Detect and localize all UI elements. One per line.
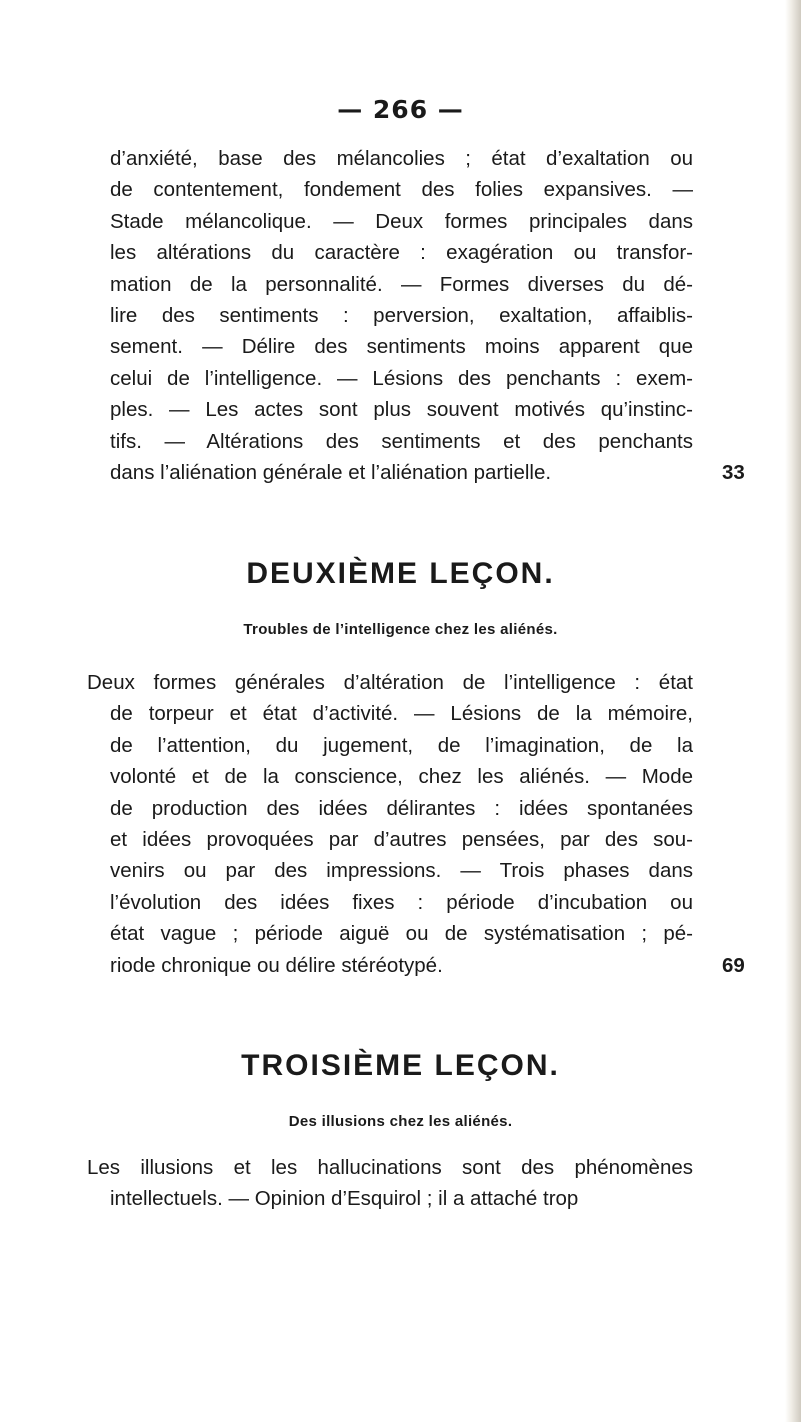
lesson-3-paragraph	[87, 1152, 693, 1215]
lesson-2-paragraph	[87, 667, 693, 981]
text-line: sement. — Délire des sentiments moins apparent que	[110, 335, 693, 359]
text-line: l’évolution des idées fixes : période d’incubation ou	[110, 890, 693, 914]
page-number: — 266 —	[337, 95, 464, 124]
text-line: de torpeur et état d’activité. — Lésions de la mémoire,	[110, 702, 693, 726]
text-line: de contentement, fondement des folies expansives. —	[110, 178, 693, 202]
lesson-2-title: DEUXIÈME LEÇON.	[246, 557, 555, 590]
lesson-2-page-ref: 69	[722, 954, 745, 977]
lesson-3-subtitle: Des illusions chez les aliénés.	[288, 1113, 513, 1130]
text-line: riode chronique ou délire stéréotypé.	[110, 953, 443, 977]
text-line: dans l’aliénation générale et l’aliénation partielle.	[110, 461, 552, 485]
text-line: Deux formes générales d’altération de l’intelligence : état	[87, 671, 693, 694]
text-line: mation de la personnalité. — Formes diverses du dé-	[110, 272, 693, 296]
text-line: venirs ou par des impressions. — Trois phases dans	[110, 859, 693, 883]
text-line: ples. — Les actes sont plus souvent motivés qu’instinc-	[110, 398, 693, 422]
text-line: celui de l’intelligence. — Lésions des penchants : exem-	[110, 366, 693, 390]
text-line: Les illusions et les hallucinations sont des phénomènes	[87, 1156, 693, 1179]
text-line: intellectuels. — Opinion d’Esquirol ; il a attaché trop	[110, 1187, 579, 1211]
text-line: tifs. — Altérations des sentiments et des penchants	[110, 429, 693, 453]
text-line: les altérations du caractère : exagération ou transfor-	[110, 241, 693, 265]
entry-1-paragraph	[110, 143, 693, 488]
text-line: état vague ; période aiguë ou de systématisation ; pé-	[110, 922, 693, 946]
page-edge-shadow	[785, 0, 801, 1422]
lesson-3-title: TROISIÈME LEÇON.	[241, 1049, 560, 1082]
entry-1-page-ref: 33	[722, 461, 745, 484]
text-line: de production des idées délirantes : idées spontanées	[110, 796, 693, 820]
text-line: lire des sentiments : perversion, exaltation, affaiblis-	[110, 304, 693, 328]
text-line: et idées provoquées par d’autres pensées, par des sou-	[110, 828, 693, 852]
text-line: d’anxiété, base des mélancolies ; état d’exaltation ou	[110, 147, 693, 170]
lesson-2-subtitle: Troubles de l’intelligence chez les aliénés.	[243, 621, 558, 638]
text-line: de l’attention, du jugement, de l’imagination, de la	[110, 733, 693, 757]
text-line: Stade mélancolique. — Deux formes principales dans	[110, 209, 693, 233]
text-line: volonté et de la conscience, chez les aliénés. — Mode	[110, 765, 693, 789]
